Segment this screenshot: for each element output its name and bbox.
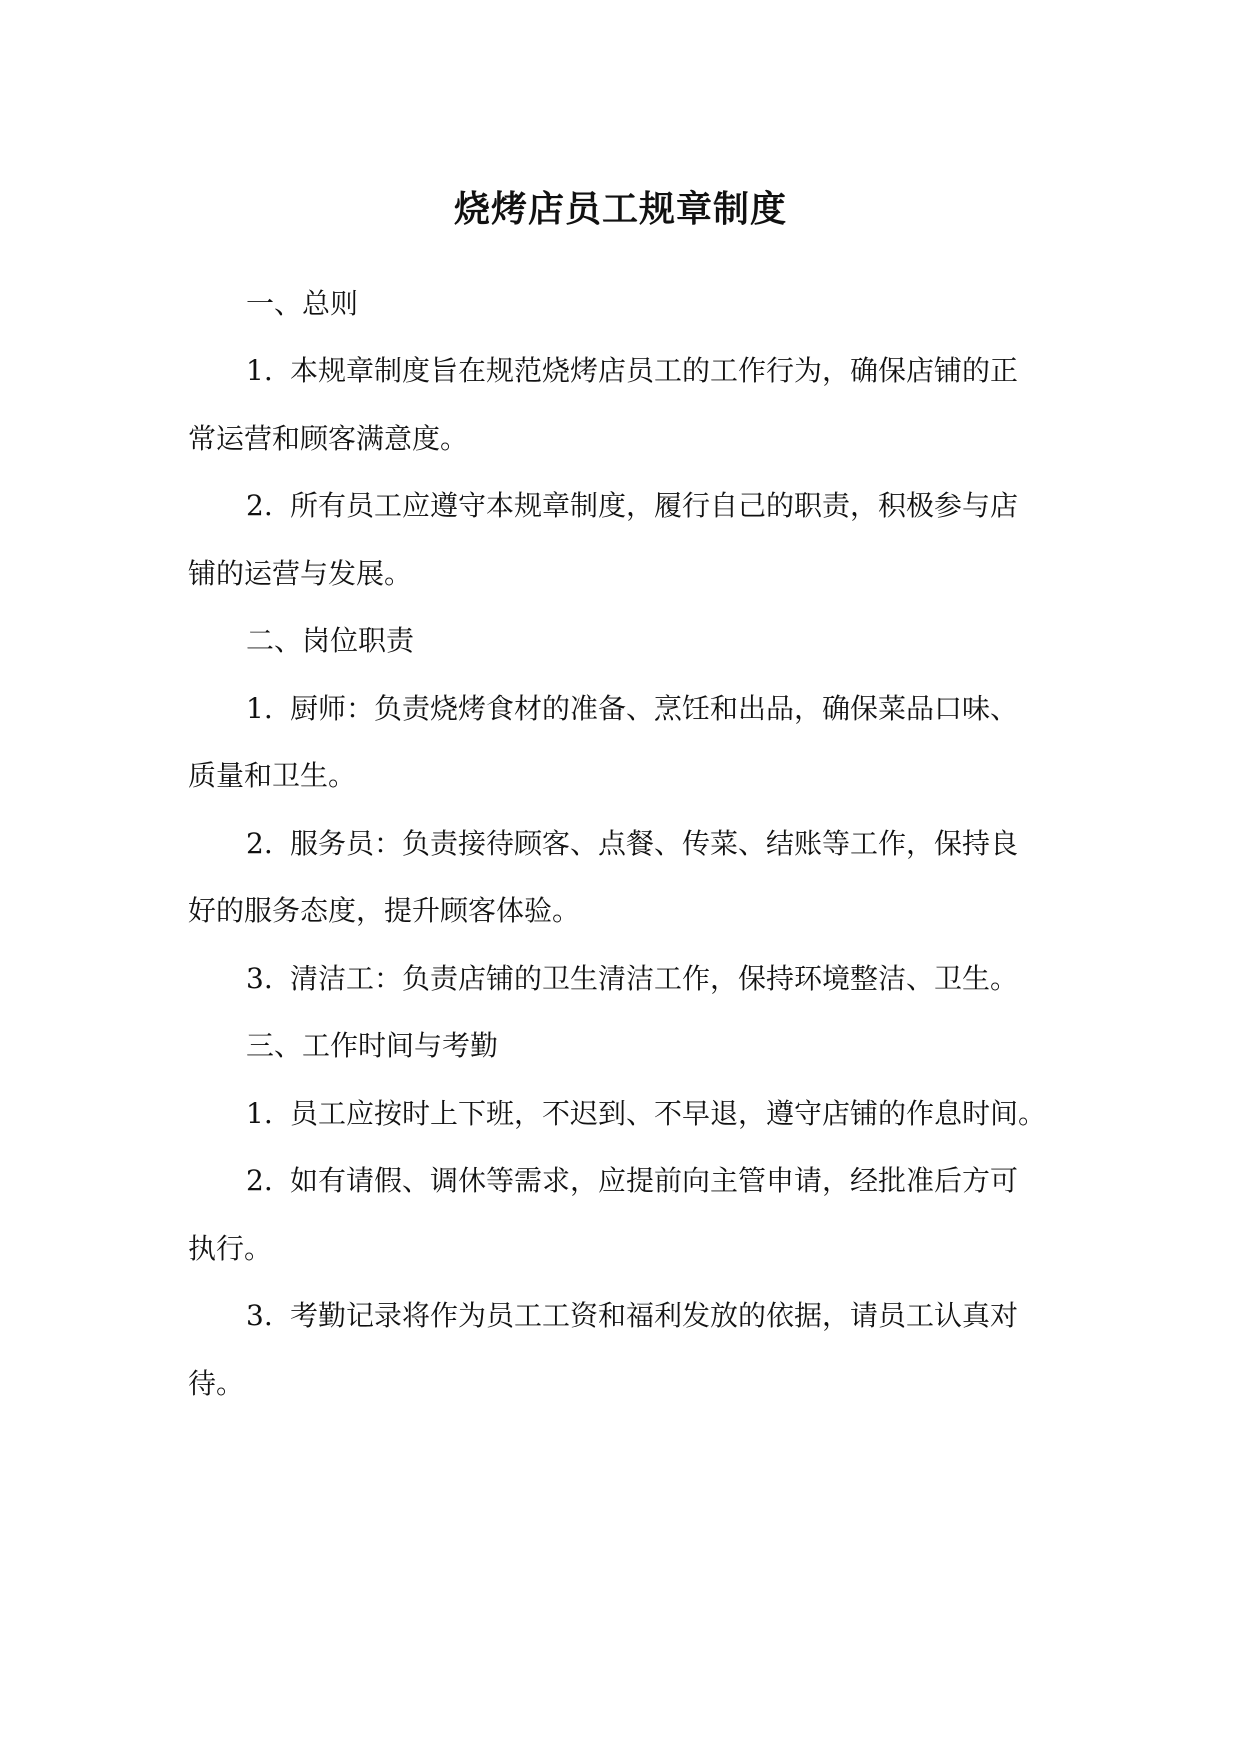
item-text: 服务员：负责接待顾客、点餐、传菜、结账等工作，保持良 — [290, 827, 1019, 860]
item-text: 考勤记录将作为员工工资和福利发放的依据，请员工认真对 — [290, 1299, 1019, 1332]
item-text: 所有员工应遵守本规章制度，履行自己的职责，积极参与店 — [290, 489, 1019, 522]
section-heading: 三、工作时间与考勤 — [246, 1029, 499, 1062]
paragraph-line: 常运营和顾客满意度。 — [188, 422, 469, 455]
paragraph-line: 质量和卫生。 — [188, 759, 357, 792]
paragraph-line — [188, 689, 1018, 729]
paragraph-line — [188, 486, 1018, 526]
item-text: 清洁工：负责店铺的卫生清洁工作，保持环境整洁、卫生。 — [290, 962, 1019, 995]
paragraph-line — [188, 1296, 1018, 1336]
item-number: 1. — [246, 1097, 273, 1130]
section-heading: 二、岗位职责 — [246, 624, 415, 657]
item-number: 3. — [246, 962, 273, 995]
item-text: 厨师：负责烧烤食材的准备、烹饪和出品，确保菜品口味、 — [290, 692, 1019, 725]
item-number: 2. — [246, 1164, 273, 1197]
paragraph-line — [188, 351, 1018, 391]
paragraph-line: 好的服务态度，提升顾客体验。 — [188, 894, 581, 927]
paragraph-line — [188, 1094, 1046, 1134]
item-number: 2. — [246, 489, 273, 522]
paragraph-line: 执行。 — [188, 1232, 273, 1265]
paragraph-line — [188, 824, 1018, 864]
item-number: 3. — [246, 1299, 273, 1332]
item-text: 员工应按时上下班，不迟到、不早退，遵守店铺的作息时间。 — [290, 1097, 1047, 1130]
item-text: 本规章制度旨在规范烧烤店员工的工作行为，确保店铺的正 — [290, 354, 1019, 387]
document-title: 烧烤店员工规章制度 — [453, 188, 787, 230]
item-number: 1. — [246, 692, 273, 725]
item-number: 1. — [246, 354, 273, 387]
paragraph-line: 铺的运营与发展。 — [188, 557, 413, 590]
paragraph-line: 待。 — [188, 1367, 245, 1400]
item-number: 2. — [246, 827, 273, 860]
section-heading: 一、总则 — [246, 287, 359, 320]
item-text: 如有请假、调休等需求，应提前向主管申请，经批准后方可 — [290, 1164, 1019, 1197]
paragraph-line — [188, 1161, 1018, 1201]
paragraph-line — [188, 959, 1018, 999]
